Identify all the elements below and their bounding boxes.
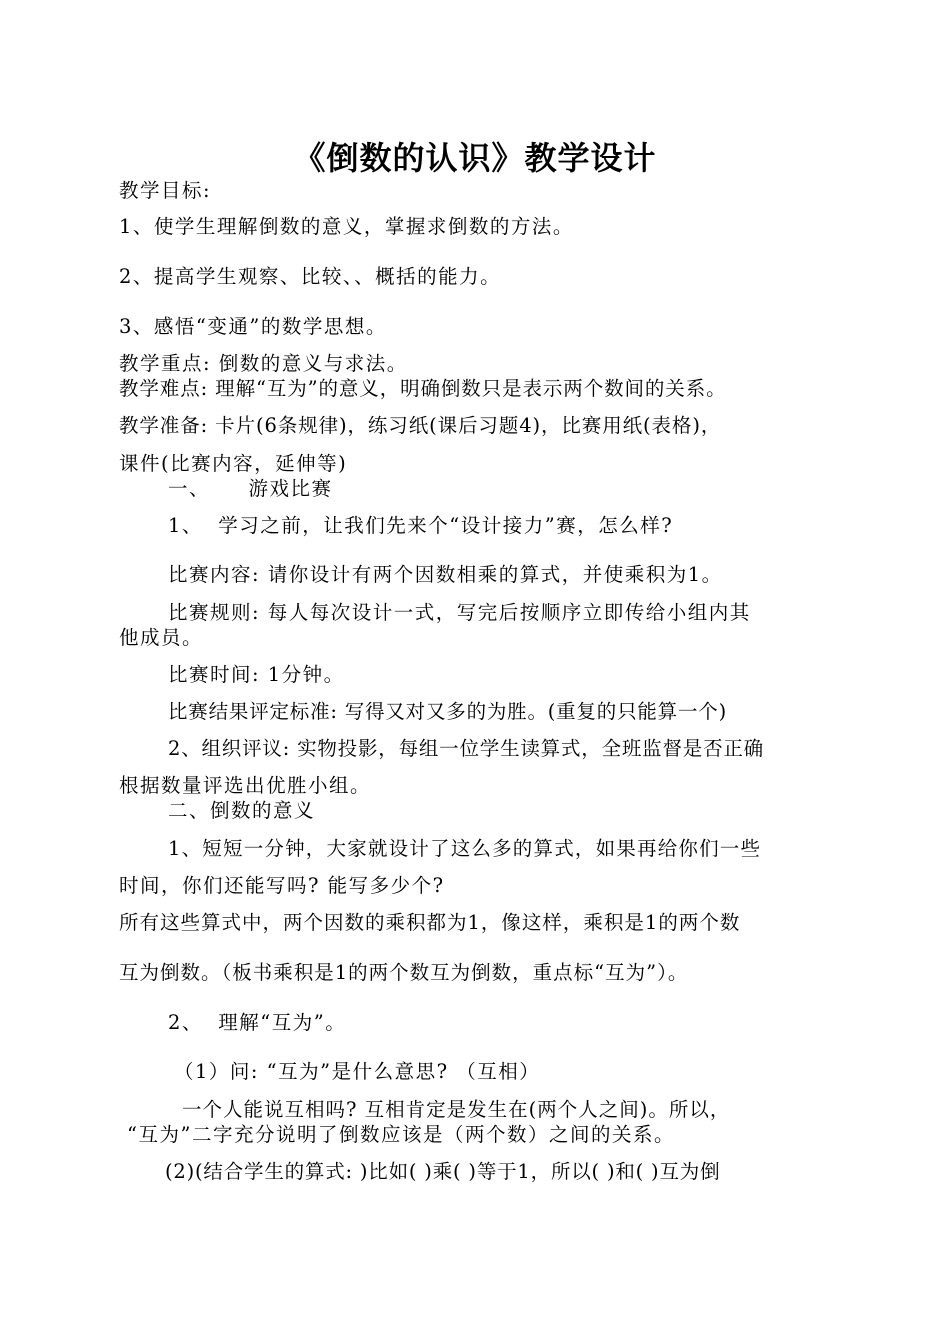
text-line-difficulties: 教学难点: 理解“互为”的意义，明确倒数只是表示两个数间的关系。	[119, 377, 727, 400]
text-line-game-rules: 比赛规则: 每人每次设计一式，写完后按顺序立即传给小组内其	[168, 601, 751, 624]
text-line-objectives-heading: 教学目标:	[119, 179, 212, 202]
text-line-explanation-cont: “互为”二字充分说明了倒数应该是（两个数）之间的关系。	[127, 1123, 675, 1146]
text-line-meaning-1-cont: 时间，你们还能写吗? 能写多少个?	[119, 874, 445, 897]
section-heading-meaning: 二、倒数的意义	[168, 799, 316, 822]
text-line-game-intro: 1、 学习之前，让我们先来个“设计接力”赛，怎么样?	[168, 514, 674, 537]
text-line-explanation: 一个人能说互相吗? 互相肯定是发生在(两个人之间)。所以，	[182, 1098, 731, 1121]
text-line-meaning-1: 1、短短一分钟，大家就设计了这么多的算式，如果再给你们一些	[168, 837, 762, 860]
text-line-evaluation-cont: 根据数量评选出优胜小组。	[119, 774, 372, 797]
text-line-objective-2: 2、提高学生观察、比较、、概括的能力。	[119, 265, 502, 288]
text-line-game-criteria: 比赛结果评定标准: 写得又对又多的为胜。(重复的只能算一个)	[168, 700, 727, 723]
document-title: 《倒数的认识》教学设计	[293, 139, 657, 177]
text-line-game-time: 比赛时间: 1分钟。	[168, 663, 345, 686]
text-line-preparation: 教学准备: 卡片(6条规律)，练习纸(课后习题4)，比赛用纸(表格)，	[119, 414, 722, 437]
text-line-preparation-cont: 课件(比赛内容，延伸等)	[119, 452, 348, 475]
text-line-objective-1: 1、使学生理解倒数的意义，掌握求倒数的方法。	[119, 215, 574, 238]
text-line-question-1: （1）问: “互为”是什么意思? （互相）	[174, 1060, 541, 1083]
text-line-objective-3: 3、感悟“变通”的数学思想。	[119, 315, 387, 338]
section-heading-game: 一、 游戏比赛	[168, 477, 333, 500]
text-line-definition-cont: 互为倒数。（板书乘积是1的两个数互为倒数，重点标“互为”）。	[119, 961, 689, 984]
text-line-game-content: 比赛内容: 请你设计有两个因数相乘的算式，并使乘积为1。	[168, 563, 723, 586]
text-line-evaluation: 2、组织评议: 实物投影，每组一位学生读算式，全班监督是否正确	[168, 737, 764, 760]
text-line-understand-huwei: 2、 理解“互为”。	[168, 1011, 347, 1034]
text-line-definition: 所有这些算式中，两个因数的乘积都为1，像这样，乘积是1的两个数	[119, 911, 741, 934]
text-line-key-points: 教学重点: 倒数的意义与求法。	[119, 352, 408, 375]
text-line-question-2: (2)(结合学生的算式: )比如( )乘( )等于1，所以( )和( )互为倒	[165, 1160, 721, 1183]
text-line-game-rules-cont: 他成员。	[119, 626, 204, 649]
